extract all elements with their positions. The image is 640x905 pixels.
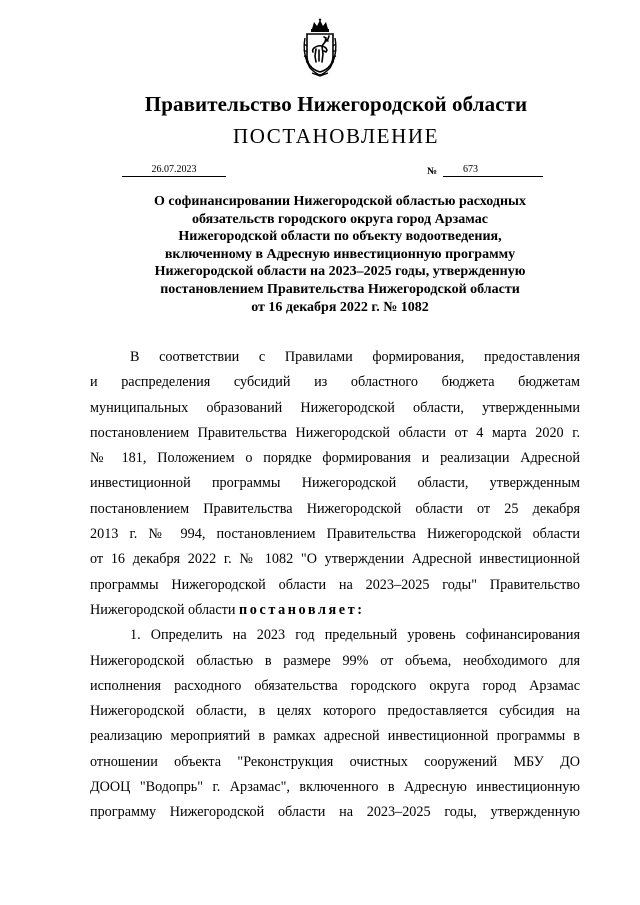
title-line: обязательств городского округа город Арзамас <box>192 211 488 227</box>
preamble-line: от 16 декабря 2022 г. № 1082 "О утверждении Адресной инвестиционной <box>90 551 580 568</box>
item-1-line: реализацию мероприятий в рамках адресной инвестиционной программы в <box>90 728 580 745</box>
item-1-line: программу Нижегородской области на 2023–2025 годы, утвержденную <box>90 804 580 821</box>
preamble-line: постановлением Правительства Нижегородской области от 4 марта 2020 г. <box>90 424 580 441</box>
item-1-line: 1. Определить на 2023 год предельный уровень софинансирования <box>130 627 580 644</box>
item-1-line: Нижегородской области, в целях которого предоставляется субсидия на <box>90 703 580 720</box>
preamble-line: и распределения субсидий из областного бюджета бюджетам <box>90 374 580 391</box>
organization-name: Правительство Нижегородской области <box>144 92 528 116</box>
document-title <box>130 193 550 316</box>
document-body <box>90 345 580 826</box>
preamble-line: муниципальных образований Нижегородской области, утвержденными <box>90 399 580 416</box>
title-line: О софинансировании Нижегородской областью расходных <box>154 194 526 209</box>
title-line: от 16 декабря 2022 г. № 1082 <box>251 299 429 315</box>
document-date: 26.07.2023 <box>122 164 226 177</box>
item-1-line: отношении объекта "Реконструкция очистных сооружений МБУ ДО <box>90 753 580 770</box>
item-1-line: исполнения расходного обязательства городского округа город Арзамас <box>90 677 580 694</box>
preamble-line: постановлением Правительства Нижегородской области от 25 декабря <box>90 500 580 517</box>
preamble-final-prefix: Нижегородской области <box>90 601 239 618</box>
resolution-keyword: постановляет: <box>238 601 365 618</box>
item-1-line: ДООЦ "Водопрь" г. Арзамас", включенного в Адресную инвестиционную <box>90 779 580 796</box>
preamble-line: инвестиционной программы Нижегородской области, утвержденным <box>90 475 580 492</box>
preamble-line: № 181, Положением о порядке формирования и реализации Адресной <box>90 450 580 467</box>
title-line: Нижегородской области по объекту водоотведения, <box>178 229 502 245</box>
document-number: 673 <box>443 164 543 177</box>
item-1-line: Нижегородской областью в размере 99% от объема, необходимого для <box>90 652 580 669</box>
title-line: Нижегородской области на 2023–2025 годы, утвержденную <box>154 264 526 280</box>
coat-of-arms-icon <box>302 18 338 78</box>
preamble-line: 2013 г. № 994, постановлением Правительства Нижегородской области <box>90 526 580 543</box>
preamble-line: программы Нижегородской области на 2023–2025 годы" Правительство <box>90 576 580 593</box>
preamble-line: В соответствии с Правилами формирования, предоставления <box>130 349 580 365</box>
title-line: включенному в Адресную инвестиционную программу <box>164 246 516 262</box>
document-type: ПОСТАНОВЛЕНИЕ <box>232 124 440 148</box>
title-line: постановлением Правительства Нижегородской области <box>160 281 520 297</box>
preamble-final-line <box>90 598 580 623</box>
number-sign: № <box>427 166 438 177</box>
